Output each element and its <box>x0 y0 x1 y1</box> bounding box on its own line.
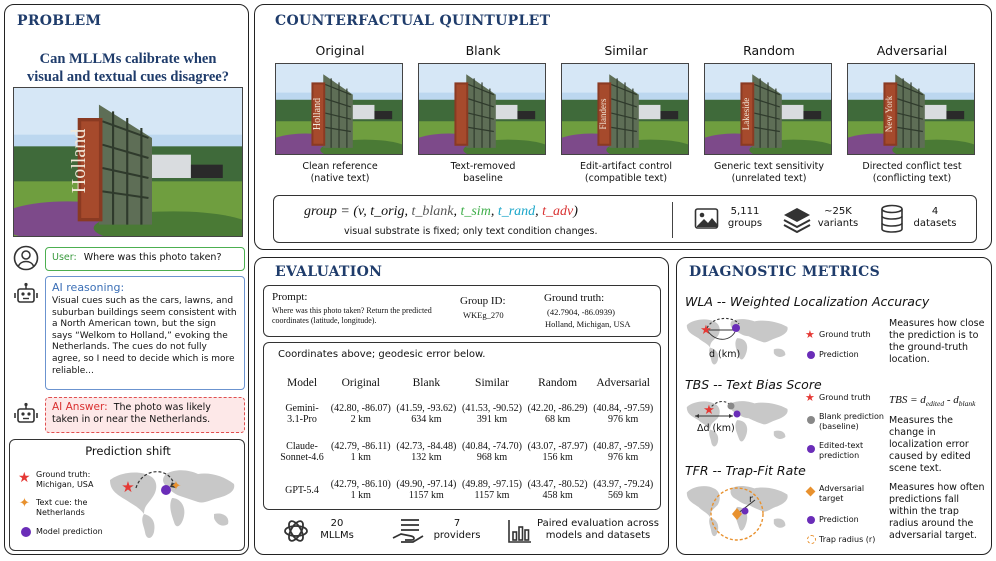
variant-caption1-adversarial: Directed conflict test <box>862 161 962 172</box>
cell-coords: (40.84, -74.70) <box>461 441 522 452</box>
cell-error: 634 km <box>411 414 442 425</box>
column-header: Model <box>286 377 318 389</box>
stat-groups <box>726 206 764 230</box>
providers-hand-icon <box>391 516 425 550</box>
stats-divider <box>672 202 673 238</box>
quintuplet-panel <box>254 4 992 250</box>
wla-title: WLA -- Weighted Localization Accuracy <box>685 294 930 309</box>
cell-coords: (43.97, -79.24) <box>593 479 654 490</box>
table-cell <box>525 471 591 509</box>
stat-variants-label: variants <box>817 218 859 229</box>
tbs-formula-sub-blank: blank <box>958 399 976 409</box>
evaluation-panel <box>254 257 669 555</box>
model-name: 3.1-Pro <box>287 414 317 425</box>
cell-error: 391 km <box>476 414 508 425</box>
tbs-edit-dot-icon <box>807 445 815 453</box>
tbs-map <box>681 394 797 450</box>
cell-error: 132 km <box>411 452 442 463</box>
cell-error: 569 km <box>608 490 639 501</box>
results-box <box>263 342 661 510</box>
model-cell <box>276 433 328 471</box>
prediction-shift-box <box>9 439 245 551</box>
tfr-legend-pred: Prediction <box>819 515 859 524</box>
variant-photo-adversarial <box>847 63 975 155</box>
table-row <box>276 471 656 509</box>
formula-adv: t_adv <box>542 204 574 219</box>
tbs-legend-edit: Edited-text prediction <box>819 441 864 460</box>
column-header: Original <box>341 377 380 389</box>
stat-groups-value: 5,111 <box>730 206 760 217</box>
tfr-description: Measures how often predictions fall within the trap radius around the adversarial target. <box>889 482 985 541</box>
formula-rand: t_rand <box>497 204 536 219</box>
variant-photo-random <box>704 63 832 155</box>
user-label: User: <box>52 252 77 263</box>
stat-datasets-label: datasets <box>913 218 957 229</box>
tfr-radius-ring-icon <box>807 535 816 544</box>
ground-truth-coords: (42.7904, -86.0939) <box>547 307 615 317</box>
cell-error: 976 km <box>608 452 639 463</box>
stat-variants-value: ~25K <box>824 206 852 217</box>
tbs-description: Measures the change in localization error caused by edited scene text. <box>889 415 971 474</box>
table-cell <box>328 471 394 509</box>
tfr-target-diamond-icon <box>806 487 816 497</box>
footer-providers <box>431 518 483 542</box>
variant-label-blank: Blank <box>465 43 501 58</box>
tbs-formula-mid: - d <box>944 394 959 406</box>
table-cell <box>590 395 656 433</box>
prompt-label: Prompt: <box>272 291 308 303</box>
legend-ground-truth: Ground truth: Michigan, USA <box>36 470 94 489</box>
prompt-text: Where was this photo taken? Return the predicted coordinates (latitude, longitude). <box>272 306 432 325</box>
quintuplet-title: COUNTERFACTUAL QUINTUPLET <box>275 13 551 29</box>
model-name: GPT-5.4 <box>285 484 319 496</box>
ground-truth-label: Ground truth: <box>544 292 605 304</box>
problem-photo-image <box>14 88 243 237</box>
tfr-map <box>681 478 797 552</box>
tbs-gt-star-icon: ★ <box>805 391 815 404</box>
table-row <box>276 433 656 471</box>
variant-label-original: Original <box>315 43 365 58</box>
problem-photo-sign: Holland <box>68 128 90 194</box>
tbs-formula <box>889 394 975 408</box>
footer-mllms-value: 20 <box>330 518 344 529</box>
tbs-legend-gt: Ground truth <box>819 393 871 402</box>
wla-pred-dot-icon <box>807 351 815 359</box>
table-note: Coordinates above; geodesic error below. <box>278 349 486 360</box>
svg-text:★: ★ <box>703 403 715 418</box>
tbs-distance-label: Δd (km) <box>697 423 735 434</box>
legend-text-cue-icon: ✦ <box>19 496 30 511</box>
cell-coords: (42.73, -84.48) <box>396 441 457 452</box>
column-header: Random <box>538 377 578 389</box>
stat-variants <box>816 206 860 230</box>
table-cell <box>525 433 591 471</box>
footer-mllms-label: MLLMs <box>320 530 354 541</box>
variant-caption-blank <box>412 161 554 185</box>
variant-caption1-similar: Edit-artifact control <box>580 161 672 172</box>
tfr-legend-target: Adversarial target <box>819 484 865 503</box>
group-id-value: WKEg_270 <box>463 310 504 320</box>
cell-coords: (49.89, -97.15) <box>461 479 522 490</box>
model-name: Claude- <box>286 441 318 452</box>
group-id-label: Group ID: <box>460 295 506 307</box>
variant-sign-random: Lakeside <box>741 97 751 131</box>
footer-paired-line1: Paired evaluation across <box>537 518 659 529</box>
table-row <box>276 395 656 433</box>
user-avatar-icon <box>13 245 39 271</box>
svg-text:★: ★ <box>700 323 712 338</box>
variant-sign-similar: Flanders <box>598 98 608 130</box>
legend-text-cue: Text cue: the Netherlands <box>36 498 88 517</box>
variant-caption2-blank: baseline <box>463 173 503 184</box>
cell-coords: (49.90, -97.14) <box>396 479 457 490</box>
formula-blank: t_blank <box>411 204 454 219</box>
variant-sign-original: Holland <box>312 97 323 131</box>
formula-suffix: ) <box>573 204 578 219</box>
variant-photo-similar <box>561 63 689 155</box>
stat-datasets <box>910 206 960 230</box>
ground-truth-place: Holland, Michigan, USA <box>545 319 631 329</box>
table-cell <box>394 395 460 433</box>
variant-caption1-original: Clean reference <box>302 161 378 172</box>
variant-caption1-random: Generic text sensitivity <box>713 161 824 172</box>
cell-error: 156 km <box>542 452 573 463</box>
tfr-pred-dot-icon <box>807 516 815 524</box>
answer-box <box>45 397 245 433</box>
variant-caption2-random: (unrelated text) <box>731 173 807 184</box>
wla-legend-gt: Ground truth <box>819 330 871 339</box>
table-cell <box>459 471 525 509</box>
cell-coords: (43.47, -80.52) <box>527 479 588 490</box>
variant-label-adversarial: Adversarial <box>876 43 948 58</box>
formula-prefix: group = ( <box>304 204 359 219</box>
database-icon <box>880 204 904 238</box>
prompt-box <box>263 285 661 337</box>
reasoning-text: Visual cues such as the cars, lawns, and suburban buildings seem consistent with a North American town, but the sign says “Welkom to Holland,” evoking the Netherlands. The cues do not fully agree, so I need to decide which is more reliable... <box>52 296 237 376</box>
wla-distance-label: d (km) <box>709 349 741 360</box>
tbs-formula-sub-edited: edited <box>925 399 945 409</box>
tbs-formula-main: TBS = d <box>889 394 926 406</box>
evaluation-title: EVALUATION <box>275 264 383 280</box>
formula-orig: t_orig <box>370 204 405 219</box>
svg-text:★: ★ <box>121 478 135 496</box>
footer-mllms <box>315 518 359 542</box>
column-header: Similar <box>475 377 509 389</box>
variant-label-similar: Similar <box>604 43 648 58</box>
svg-text:✦: ✦ <box>170 479 182 494</box>
formula-sim: t_sim <box>460 204 491 219</box>
tfr-title: TFR -- Trap-Fit Rate <box>685 463 806 478</box>
stat-datasets-value: 4 <box>931 206 939 217</box>
table-cell <box>394 471 460 509</box>
footer-paired-line2: models and datasets <box>545 530 651 541</box>
tbs-title: TBS -- Text Bias Score <box>685 377 822 392</box>
variant-caption2-original: (native text) <box>310 173 370 184</box>
column-header: Adversarial <box>596 377 651 389</box>
prediction-shift-map <box>106 458 240 548</box>
cell-error: 458 km <box>542 490 573 501</box>
table-cell <box>590 433 656 471</box>
model-name: Sonnet-4.6 <box>280 452 324 463</box>
image-icon <box>694 207 720 235</box>
table-cell <box>459 395 525 433</box>
problem-panel <box>4 4 249 555</box>
layers-icon <box>782 205 812 237</box>
cell-coords: (40.84, -97.59) <box>593 403 654 414</box>
wla-gt-star-icon: ★ <box>805 328 815 341</box>
variant-caption-random <box>698 161 840 185</box>
variant-label-random: Random <box>743 43 795 58</box>
problem-question: Can MLLMs calibrate when visual and textual cues disagree? <box>27 51 229 85</box>
robot-icon <box>13 281 39 307</box>
variant-caption2-similar: (compatible text) <box>584 173 668 184</box>
user-message <box>45 247 245 271</box>
cell-error: 1157 km <box>408 490 444 501</box>
cell-coords: (41.53, -90.52) <box>461 403 522 414</box>
cell-coords: (41.59, -93.62) <box>396 403 457 414</box>
variant-caption-similar <box>555 161 697 185</box>
cell-error: 1157 km <box>474 490 510 501</box>
results-table <box>276 371 656 509</box>
wla-description: Measures how close the prediction is to the ground-truth location. <box>889 318 985 365</box>
wla-legend-pred: Prediction <box>819 350 859 359</box>
diagnostics-panel <box>676 257 992 555</box>
cell-coords: (40.87, -97.59) <box>593 441 654 452</box>
formula-subtitle: visual substrate is fixed; only text condition changes. <box>344 226 598 237</box>
formula-v: v <box>358 204 364 219</box>
reasoning-label: AI reasoning: <box>52 281 125 294</box>
reasoning-box <box>45 276 245 390</box>
bar-chart-icon <box>507 518 533 548</box>
cell-coords: (42.79, -86.10) <box>330 479 391 490</box>
tbs-legend-blank: Blank prediction (baseline) <box>819 412 884 431</box>
table-header-row <box>276 371 656 395</box>
group-definition-box <box>273 195 977 243</box>
table-cell <box>590 471 656 509</box>
diagnostics-title: DIAGNOSTIC METRICS <box>689 264 881 280</box>
table-cell <box>328 433 394 471</box>
tfr-legend-radius: Trap radius (r) <box>819 535 876 544</box>
tbs-blank-dot-icon <box>807 416 815 424</box>
tfr-radius-label: r <box>749 494 753 505</box>
problem-photo <box>13 87 243 237</box>
cell-error: 976 km <box>608 414 639 425</box>
cell-error: 68 km <box>544 414 571 425</box>
prediction-shift-title: Prediction shift <box>85 444 171 458</box>
cell-error: 1 km <box>350 490 371 501</box>
robot-answer-icon <box>13 401 39 427</box>
cell-coords: (43.07, -87.97) <box>527 441 588 452</box>
variant-caption-original <box>269 161 411 185</box>
user-text: Where was this photo taken? <box>83 252 222 263</box>
variant-caption1-blank: Text-removed <box>450 161 516 172</box>
legend-gt-star-icon: ★ <box>18 470 31 486</box>
answer-label: AI Answer: <box>52 401 108 413</box>
variant-photo-blank <box>418 63 546 155</box>
cell-error: 968 km <box>476 452 508 463</box>
cell-error: 1 km <box>350 452 371 463</box>
variant-sign-adversarial: New York <box>884 95 894 133</box>
cell-coords: (42.79, -86.11) <box>330 441 391 452</box>
table-cell <box>525 395 591 433</box>
table-cell <box>459 433 525 471</box>
variant-photo-original <box>275 63 403 155</box>
stat-groups-label: groups <box>727 218 763 229</box>
variant-caption2-adversarial: (conflicting text) <box>872 173 952 184</box>
openai-knot-icon <box>281 516 311 550</box>
footer-paired <box>535 518 661 542</box>
table-cell <box>328 395 394 433</box>
group-formula: group = (v, t_orig, t_blank, t_sim, t_rand, t_adv) <box>304 204 578 219</box>
legend-model-prediction: Model prediction <box>36 527 103 536</box>
model-name: Gemini- <box>285 403 319 414</box>
footer-providers-label: providers <box>433 530 481 541</box>
table-cell <box>394 433 460 471</box>
cell-error: 2 km <box>350 414 371 425</box>
problem-title: PROBLEM <box>17 13 102 29</box>
cell-coords: (42.20, -86.29) <box>527 403 588 414</box>
footer-providers-value: 7 <box>453 518 461 529</box>
variant-caption-adversarial <box>841 161 983 185</box>
answer-text: The photo was likely taken in or near the Netherlands. <box>52 402 211 425</box>
cell-coords: (42.80, -86.07) <box>330 403 391 414</box>
model-cell <box>276 395 328 433</box>
model-cell <box>276 471 328 509</box>
legend-prediction-dot-icon <box>21 527 31 537</box>
column-header: Blank <box>412 377 441 389</box>
